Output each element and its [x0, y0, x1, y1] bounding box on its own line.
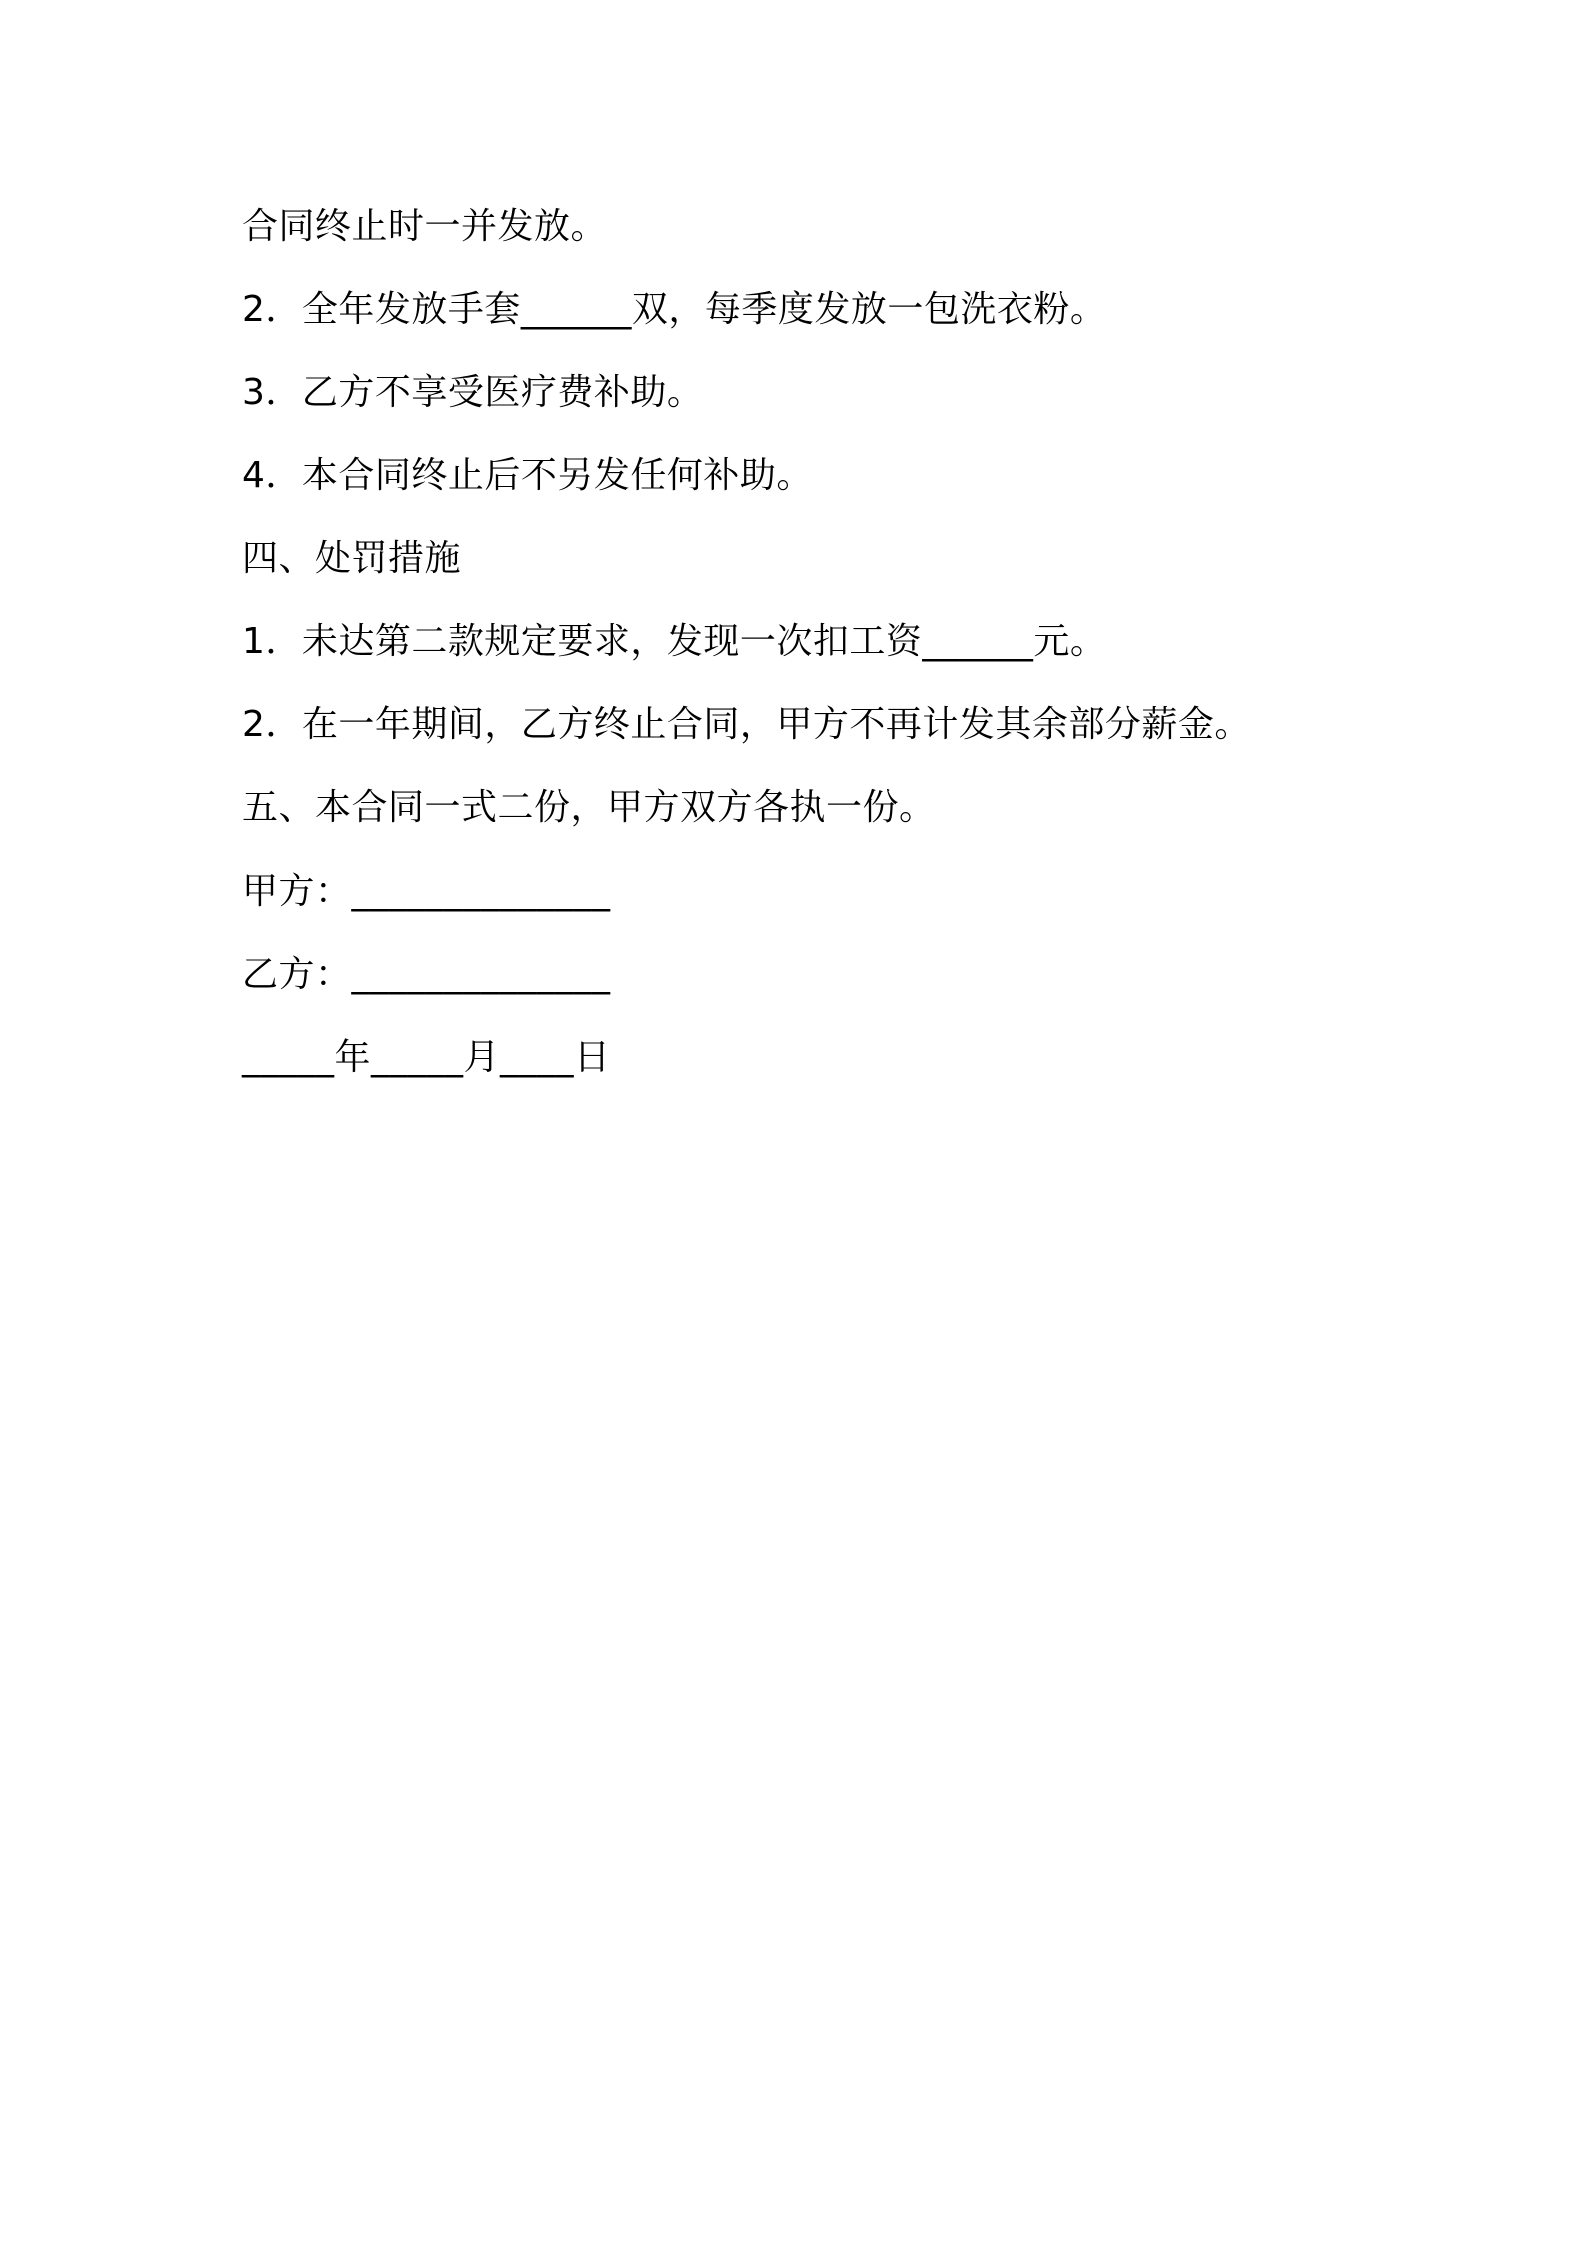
section-heading-penalties: 四、处罚措施 [242, 538, 462, 579]
party-a-signature-line: 甲方：______________ [242, 871, 611, 912]
clause-no-other-subsidy: 4．本合同终止后不另发任何补助。 [242, 455, 813, 496]
clause-wage-deduction: 1．未达第二款规定要求，发现一次扣工资______元。 [242, 621, 1107, 662]
clause-early-termination: 2．在一年期间，乙方终止合同，甲方不再计发其余部分薪金。 [242, 704, 1251, 745]
clause-no-medical-subsidy: 3．乙方不享受医疗费补助。 [242, 372, 704, 413]
clause-gloves-detergent: 2．全年发放手套______双，每季度发放一包洗衣粉。 [242, 289, 1107, 330]
date-line: _____年_____月____日 [242, 1037, 611, 1078]
party-b-signature-line: 乙方：______________ [242, 954, 611, 995]
clause-continuation: 合同终止时一并发放。 [242, 206, 608, 247]
clause-copies: 五、本合同一式二份，甲方双方各执一份。 [242, 787, 936, 828]
